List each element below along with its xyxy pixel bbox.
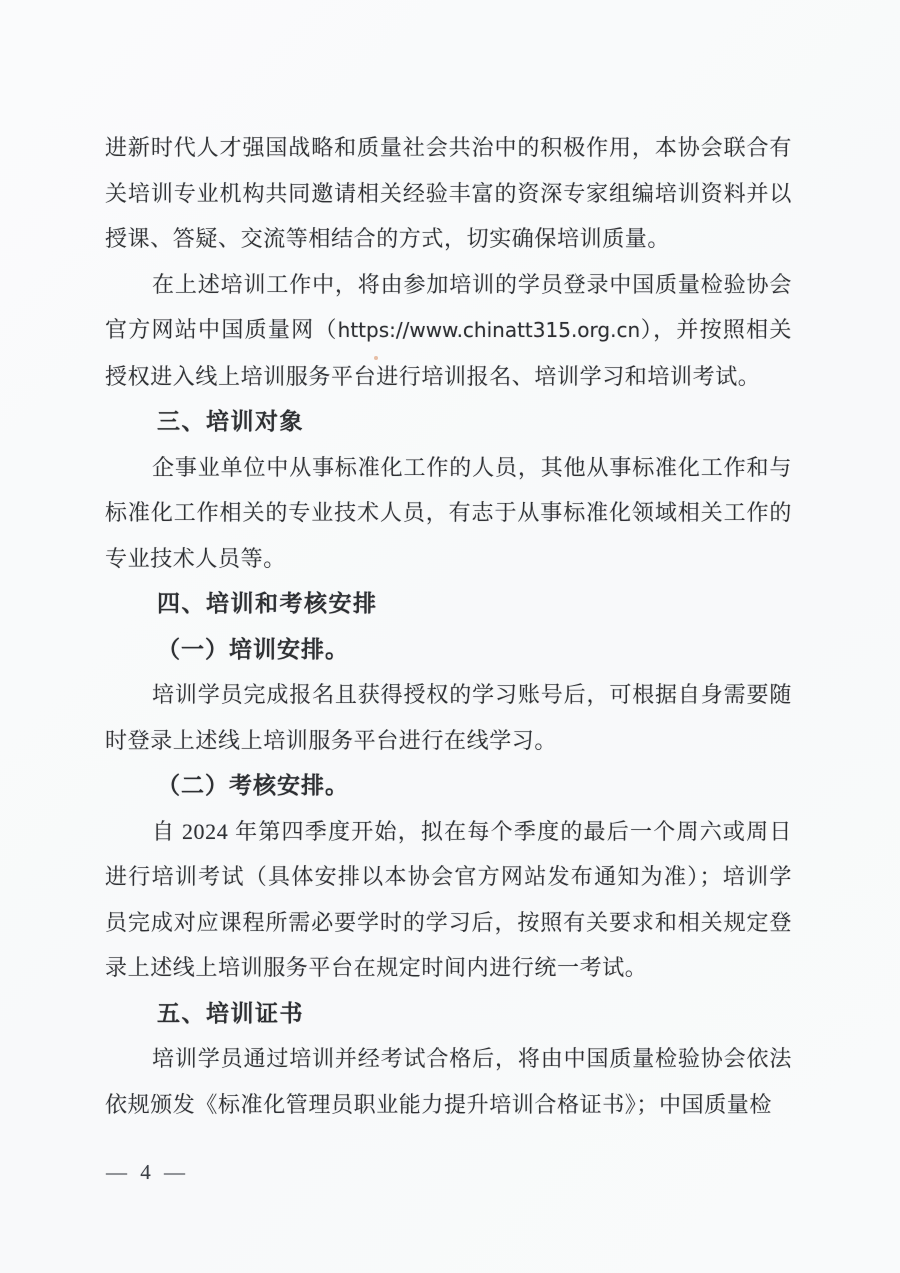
paragraph-text-before-url: 在上述培训工作中，将由参加培训的学员登录中国质量检验协会官方网站中国质量网（ — [105, 271, 792, 342]
subsection-heading-assessment-arrangement: （二）考核安排。 — [157, 773, 349, 798]
body-paragraph: 企事业单位中从事标准化工作的人员，其他从事标准化工作和与标准化工作相关的专业技术人员，有志于从事标准化领域相关工作的专业技术人员等。 — [105, 454, 792, 571]
subsection-heading-training-arrangement: （一）培训安排。 — [157, 636, 349, 662]
body-paragraph: 培训学员完成报名且获得授权的学习账号后，可根据自身需要随时登录上述线上培训服务平台进行在线学习。 — [105, 682, 792, 753]
body-paragraph — [105, 262, 792, 400]
body-paragraph: 培训学员通过培训并经考试合格后，将由中国质量检验协会依法依规颁发《标准化管理员职业能力提升培训合格证书》；中国质量检 — [105, 1046, 792, 1117]
document-body — [105, 125, 792, 1127]
section-heading-training-certificate: 五、培训证书 — [157, 999, 304, 1026]
section-heading-training-targets: 三、培训对象 — [157, 408, 304, 434]
section-heading-training-and-assessment: 四、培训和考核安排 — [157, 590, 378, 616]
body-paragraph: 自 2024 年第四季度开始，拟在每个季度的最后一个周六或周日进行培训考试（具体安排以本协会官方网站发布通知为准）；培训学员完成对应课程所需必要学时的学习后，按照有关要求和相关规定登录上述线上培训服务平台在规定时间内进行统一考试。 — [105, 818, 792, 980]
paragraph-text-after-url: ），并按照相关授权进入线上培训服务平台进行培训报名、培训学习和培训考试。 — [105, 317, 792, 389]
scan-artifact-speck — [374, 356, 378, 360]
website-url-text: https://www.chinatt315.org.cn — [337, 318, 641, 342]
body-paragraph: 进新时代人才强国战略和质量社会共治中的积极作用，本协会联合有关培训专业机构共同邀请相关经验丰富的资深专家组编培训资料并以授课、答疑、交流等相结合的方式，切实确保培训质量。 — [105, 135, 792, 251]
page-number: — 4 — — [106, 1160, 189, 1184]
